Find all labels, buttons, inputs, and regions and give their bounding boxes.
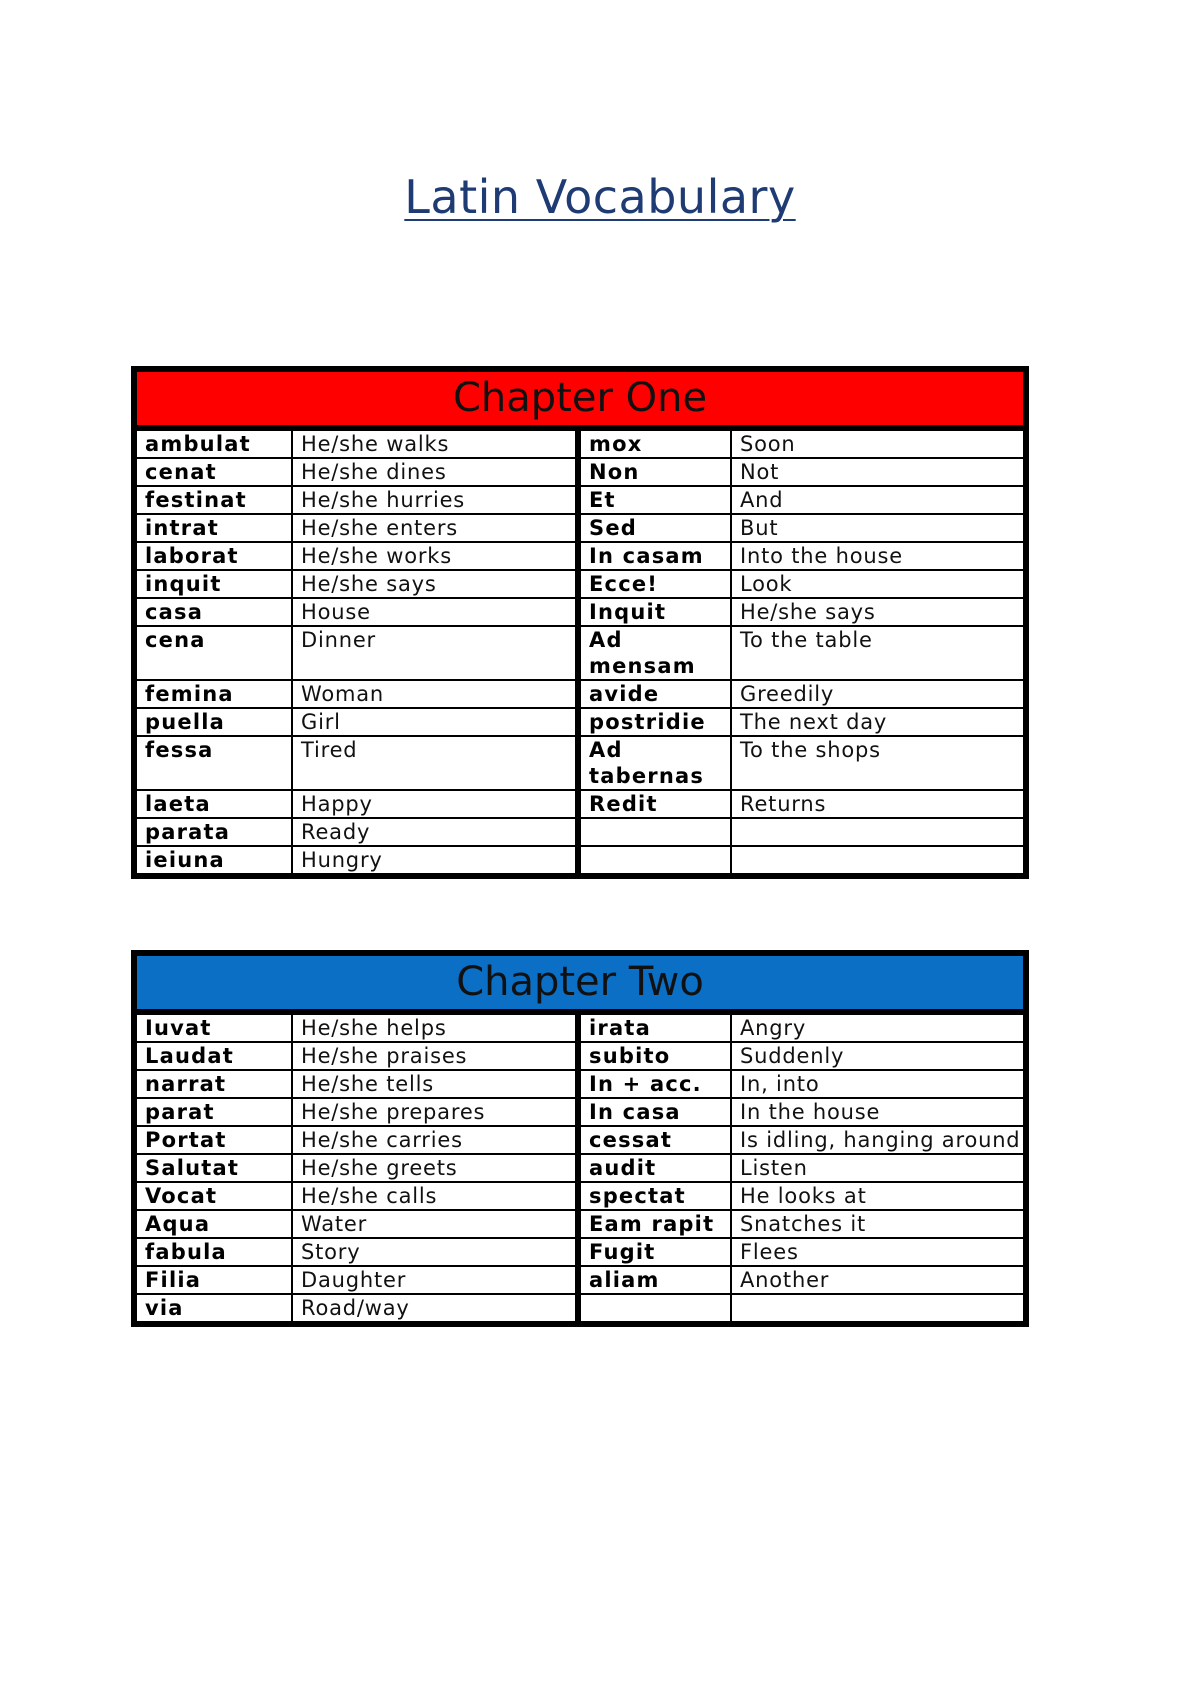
latin-word xyxy=(578,1294,731,1324)
table-row xyxy=(134,1182,1026,1210)
english-meaning: He/she enters xyxy=(292,514,578,542)
table-row xyxy=(134,736,1026,790)
latin-word: intrat xyxy=(134,514,292,542)
latin-word: ieiuna xyxy=(134,846,292,876)
english-meaning: He/she tells xyxy=(292,1070,578,1098)
english-meaning: He/she says xyxy=(731,598,1026,626)
english-meaning: Story xyxy=(292,1238,578,1266)
latin-word: audit xyxy=(578,1154,731,1182)
table-row xyxy=(134,1238,1026,1266)
english-meaning: Girl xyxy=(292,708,578,736)
english-meaning: Suddenly xyxy=(731,1042,1026,1070)
chapter-heading: Chapter One xyxy=(134,369,1026,428)
english-meaning: He/she carries xyxy=(292,1126,578,1154)
english-meaning: House xyxy=(292,598,578,626)
latin-word: Et xyxy=(578,486,731,514)
latin-word: narrat xyxy=(134,1070,292,1098)
table-row xyxy=(134,458,1026,486)
latin-word: puella xyxy=(134,708,292,736)
latin-word: avide xyxy=(578,680,731,708)
latin-word: cessat xyxy=(578,1126,731,1154)
english-meaning: He/she works xyxy=(292,542,578,570)
latin-word: Iuvat xyxy=(134,1012,292,1042)
english-meaning: Not xyxy=(731,458,1026,486)
english-meaning: Woman xyxy=(292,680,578,708)
english-meaning: He/she praises xyxy=(292,1042,578,1070)
english-meaning: Into the house xyxy=(731,542,1026,570)
english-meaning: He/she dines xyxy=(292,458,578,486)
latin-word: In casam xyxy=(578,542,731,570)
english-meaning: Returns xyxy=(731,790,1026,818)
latin-word: Fugit xyxy=(578,1238,731,1266)
english-meaning: To the table xyxy=(731,626,1026,680)
table-row xyxy=(134,1266,1026,1294)
latin-word: parat xyxy=(134,1098,292,1126)
english-meaning: Look xyxy=(731,570,1026,598)
latin-word: via xyxy=(134,1294,292,1324)
english-meaning: Is idling, hanging around xyxy=(731,1126,1026,1154)
table-row xyxy=(134,818,1026,846)
latin-word xyxy=(578,818,731,846)
table-row xyxy=(134,846,1026,876)
latin-word: fessa xyxy=(134,736,292,790)
table-row xyxy=(134,598,1026,626)
table-row xyxy=(134,680,1026,708)
english-meaning: Angry xyxy=(731,1012,1026,1042)
latin-word: fabula xyxy=(134,1238,292,1266)
latin-word: Inquit xyxy=(578,598,731,626)
english-meaning xyxy=(731,846,1026,876)
table-row xyxy=(134,1070,1026,1098)
english-meaning: Dinner xyxy=(292,626,578,680)
table-row xyxy=(134,1098,1026,1126)
chapter-two-table xyxy=(131,950,1029,1327)
latin-word: spectat xyxy=(578,1182,731,1210)
latin-word: cenat xyxy=(134,458,292,486)
english-meaning: Snatches it xyxy=(731,1210,1026,1238)
latin-word: parata xyxy=(134,818,292,846)
chapter-one-table xyxy=(131,366,1029,879)
document-title: Latin Vocabulary xyxy=(404,170,796,224)
latin-word: Eam rapit xyxy=(578,1210,731,1238)
table-row xyxy=(134,790,1026,818)
chapter-header-row xyxy=(134,369,1026,428)
latin-word: inquit xyxy=(134,570,292,598)
latin-word: femina xyxy=(134,680,292,708)
vocab-rows xyxy=(134,1012,1026,1324)
english-meaning: Another xyxy=(731,1266,1026,1294)
english-meaning: Daughter xyxy=(292,1266,578,1294)
english-meaning xyxy=(731,1294,1026,1324)
english-meaning: He looks at xyxy=(731,1182,1026,1210)
table-row xyxy=(134,1294,1026,1324)
latin-word: irata xyxy=(578,1012,731,1042)
latin-word: Aqua xyxy=(134,1210,292,1238)
latin-word: subito xyxy=(578,1042,731,1070)
english-meaning: Happy xyxy=(292,790,578,818)
english-meaning: Tired xyxy=(292,736,578,790)
latin-word: laeta xyxy=(134,790,292,818)
english-meaning: And xyxy=(731,486,1026,514)
english-meaning: Water xyxy=(292,1210,578,1238)
latin-word: aliam xyxy=(578,1266,731,1294)
english-meaning: Road/way xyxy=(292,1294,578,1324)
english-meaning: The next day xyxy=(731,708,1026,736)
latin-word: postridie xyxy=(578,708,731,736)
table-row xyxy=(134,570,1026,598)
chapter-header-row xyxy=(134,953,1026,1012)
english-meaning: But xyxy=(731,514,1026,542)
english-meaning: He/she calls xyxy=(292,1182,578,1210)
table-row xyxy=(134,708,1026,736)
latin-word: ambulat xyxy=(134,428,292,458)
english-meaning: In, into xyxy=(731,1070,1026,1098)
english-meaning: He/she hurries xyxy=(292,486,578,514)
english-meaning: Flees xyxy=(731,1238,1026,1266)
english-meaning: Listen xyxy=(731,1154,1026,1182)
latin-word: Ad tabernas xyxy=(578,736,731,790)
english-meaning xyxy=(731,818,1026,846)
vocab-rows xyxy=(134,428,1026,876)
table-row xyxy=(134,1012,1026,1042)
latin-word xyxy=(578,846,731,876)
latin-word: Ecce! xyxy=(578,570,731,598)
chapter-heading: Chapter Two xyxy=(134,953,1026,1012)
english-meaning: He/she prepares xyxy=(292,1098,578,1126)
english-meaning: In the house xyxy=(731,1098,1026,1126)
english-meaning: He/she helps xyxy=(292,1012,578,1042)
english-meaning: He/she walks xyxy=(292,428,578,458)
latin-word: casa xyxy=(134,598,292,626)
english-meaning: He/she greets xyxy=(292,1154,578,1182)
latin-word: Vocat xyxy=(134,1182,292,1210)
latin-word: In + acc. xyxy=(578,1070,731,1098)
latin-word: Filia xyxy=(134,1266,292,1294)
english-meaning: Ready xyxy=(292,818,578,846)
table-row xyxy=(134,486,1026,514)
latin-word: Non xyxy=(578,458,731,486)
latin-word: mox xyxy=(578,428,731,458)
table-row xyxy=(134,1126,1026,1154)
latin-word: Salutat xyxy=(134,1154,292,1182)
latin-word: Redit xyxy=(578,790,731,818)
table-row xyxy=(134,514,1026,542)
latin-word: festinat xyxy=(134,486,292,514)
latin-word: Laudat xyxy=(134,1042,292,1070)
latin-word: cena xyxy=(134,626,292,680)
table-row xyxy=(134,626,1026,680)
latin-word: In casa xyxy=(578,1098,731,1126)
english-meaning: Greedily xyxy=(731,680,1026,708)
english-meaning: To the shops xyxy=(731,736,1026,790)
english-meaning: He/she says xyxy=(292,570,578,598)
english-meaning: Soon xyxy=(731,428,1026,458)
latin-word: laborat xyxy=(134,542,292,570)
table-row xyxy=(134,542,1026,570)
table-row xyxy=(134,428,1026,458)
table-row xyxy=(134,1042,1026,1070)
latin-word: Portat xyxy=(134,1126,292,1154)
latin-word: Ad mensam xyxy=(578,626,731,680)
english-meaning: Hungry xyxy=(292,846,578,876)
table-row xyxy=(134,1210,1026,1238)
latin-word: Sed xyxy=(578,514,731,542)
table-row xyxy=(134,1154,1026,1182)
